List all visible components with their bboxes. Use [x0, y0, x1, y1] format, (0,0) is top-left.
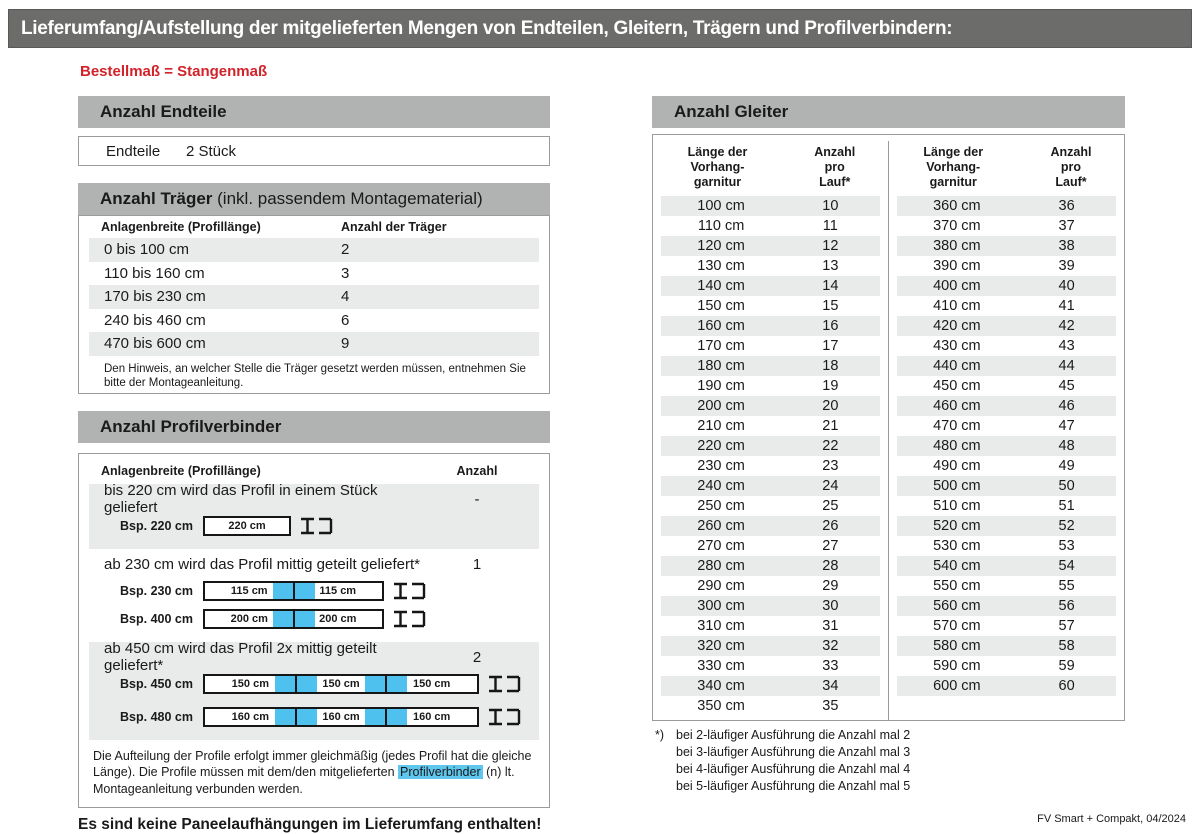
row-length: 350 cm: [697, 698, 745, 714]
row-length: 300 cm: [697, 598, 745, 614]
table-row: [661, 456, 880, 476]
row-count: 32: [822, 638, 839, 654]
pv-group-bis-220: [89, 484, 539, 549]
table-row: [897, 336, 1117, 356]
row-count: 55: [1058, 578, 1075, 594]
row-count: 57: [1058, 618, 1075, 634]
row-length: 260 cm: [697, 518, 745, 534]
table-row: [897, 676, 1117, 696]
table-row: [661, 416, 880, 436]
row-count: 29: [822, 578, 839, 594]
row-length: 280 cm: [697, 558, 745, 574]
footnote-line: bei 4-läufiger Ausführung die Anzahl mal 4: [676, 762, 911, 776]
endteile-table: [78, 136, 550, 166]
row-count: 53: [1058, 538, 1075, 554]
row-count: 28: [822, 558, 839, 574]
row-length: 270 cm: [697, 538, 745, 554]
row-count: 34: [822, 678, 839, 694]
example-label: Bsp. 450 cm: [120, 676, 193, 691]
col-header-anlagenbreite: Anlagenbreite (Profillänge): [101, 463, 261, 478]
row-length: 130 cm: [697, 258, 745, 274]
profile-example: [89, 579, 539, 603]
row-length: 210 cm: [697, 418, 745, 434]
gleiter-table: [652, 134, 1125, 721]
row-length: 290 cm: [697, 578, 745, 594]
gleiter-subtable-left: [653, 141, 889, 720]
footnote-line: bei 5-läufiger Ausführung die Anzahl mal 5: [676, 779, 911, 793]
row-length: 440 cm: [933, 358, 981, 374]
row-count: 21: [822, 418, 839, 434]
row-length: 510 cm: [933, 498, 981, 514]
row-count: 51: [1058, 498, 1075, 514]
profile-example: [89, 705, 539, 729]
row-range: 240 bis 460 cm: [104, 311, 206, 329]
left-column: [78, 96, 550, 834]
profile-bar: [203, 707, 479, 727]
table-row: [897, 656, 1117, 676]
section-subtitle: (inkl. passendem Montagematerial): [212, 189, 483, 208]
row-count: 18: [822, 358, 839, 374]
row-count: 39: [1058, 258, 1075, 274]
profilverbinder-table-header: [79, 458, 549, 484]
row-length: 490 cm: [933, 458, 981, 474]
table-row: [661, 216, 880, 236]
segment-label: 160 cm: [231, 710, 269, 723]
table-row: [897, 576, 1117, 596]
row-count: 26: [822, 518, 839, 534]
row-length: 330 cm: [697, 658, 745, 674]
profile-bar: [203, 516, 291, 536]
segment-label: 220 cm: [228, 519, 266, 532]
example-label: Bsp. 220 cm: [120, 518, 193, 533]
col-header-anzahl: Anzahl: [456, 463, 498, 478]
row-length: 250 cm: [697, 498, 745, 514]
gleiter-rows-right: [889, 196, 1125, 696]
row-range: 0 bis 100 cm: [104, 241, 190, 259]
row-count: 9: [341, 335, 350, 353]
row-count: 58: [1058, 638, 1075, 654]
section-title: Anzahl Gleiter: [674, 102, 789, 121]
row-length: 380 cm: [933, 238, 981, 254]
segment-label: 115 cm: [319, 584, 357, 597]
row-length: 110 cm: [697, 218, 745, 234]
profile-example: [89, 607, 539, 631]
segment-label: 200 cm: [230, 612, 268, 625]
segment-label: 150 cm: [413, 677, 451, 690]
row-length: 150 cm: [697, 298, 745, 314]
row-length: 200 cm: [697, 398, 745, 414]
col-header-laenge: Länge der Vorhang- garnitur: [923, 145, 984, 189]
row-length: 240 cm: [697, 478, 745, 494]
row-count: 43: [1058, 338, 1075, 354]
table-row: [661, 696, 880, 716]
table-row: [661, 656, 880, 676]
row-length: 530 cm: [933, 538, 981, 554]
row-count: 35: [822, 698, 839, 714]
row-length: 450 cm: [933, 378, 981, 394]
table-row: [661, 676, 880, 696]
section-title: Anzahl Träger: [100, 189, 213, 208]
example-label: Bsp. 400 cm: [120, 611, 193, 626]
row-count: 25: [822, 498, 839, 514]
table-row: [661, 476, 880, 496]
row-length: 540 cm: [933, 558, 981, 574]
table-row: [897, 516, 1117, 536]
profile-connector-icon: [391, 580, 427, 602]
section-header-gleiter: [652, 96, 1125, 128]
group-text: ab 450 cm wird das Profil 2x mittig geteilt geliefert*: [104, 640, 377, 674]
table-row: [897, 256, 1117, 276]
row-length: 410 cm: [933, 298, 981, 314]
endteile-label: Endteile: [106, 142, 161, 160]
group-anzahl: 2: [472, 648, 482, 666]
table-row: [661, 296, 880, 316]
row-length: 120 cm: [697, 238, 745, 254]
row-length: 230 cm: [697, 458, 745, 474]
traeger-table: [78, 215, 550, 394]
col-header-anzahl-pro-lauf: Anzahl pro Lauf*: [814, 145, 856, 189]
right-column: [652, 96, 1125, 795]
row-count: 60: [1058, 678, 1075, 694]
col-header-laenge: Länge der Vorhang- garnitur: [687, 145, 748, 189]
group-text: bis 220 cm wird das Profil in einem Stück geliefert: [104, 482, 378, 516]
group-text: ab 230 cm wird das Profil mittig geteilt geliefert*: [104, 555, 420, 573]
row-count: 54: [1058, 558, 1075, 574]
document-version: FV Smart + Compakt, 04/2024: [1037, 813, 1186, 825]
table-row: [661, 356, 880, 376]
row-count: 16: [822, 318, 839, 334]
row-count: 31: [822, 618, 839, 634]
row-count: 36: [1058, 198, 1075, 214]
table-row: [661, 376, 880, 396]
page-title-bar: [8, 9, 1192, 48]
table-row: [897, 396, 1117, 416]
row-length: 520 cm: [933, 518, 981, 534]
gleiter-rows-left: [653, 196, 888, 716]
table-row: [897, 236, 1117, 256]
table-row: [897, 316, 1117, 336]
profile-example: [89, 514, 539, 538]
table-row: [661, 556, 880, 576]
profilverbinder-note: Die Aufteilung der Profile erfolgt immer gleichmäßig (jedes Profil hat die gleiche Länge). Die Profile müssen mit dem/den mitgelieferten Profilverbinder (n) lt. Montageanleitung verbunden werden.: [93, 748, 532, 796]
row-count: 23: [822, 458, 839, 474]
segment-label: 160 cm: [322, 710, 360, 723]
table-row: [89, 332, 539, 356]
pv-group-ab-450: [89, 642, 539, 740]
footnote-line: bei 3-läufiger Ausführung die Anzahl mal 3: [676, 745, 911, 759]
table-row: [897, 196, 1117, 216]
row-length: 360 cm: [933, 198, 981, 214]
row-count: 12: [822, 238, 839, 254]
table-row: [661, 276, 880, 296]
group-anzahl: -: [474, 490, 480, 508]
table-row: [897, 436, 1117, 456]
table-row: [897, 356, 1117, 376]
profile-example: [89, 672, 539, 696]
row-count: 10: [822, 198, 839, 214]
row-length: 600 cm: [933, 678, 981, 694]
table-row: [661, 516, 880, 536]
table-row: [897, 376, 1117, 396]
row-count: 3: [341, 264, 350, 282]
row-length: 570 cm: [933, 618, 981, 634]
gleiter-footnotes: [652, 727, 1125, 795]
row-count: 50: [1058, 478, 1075, 494]
row-length: 390 cm: [933, 258, 981, 274]
table-row: [897, 456, 1117, 476]
profilverbinder-table: [78, 453, 550, 809]
pv-group-ab-230: [89, 549, 539, 642]
row-count: 56: [1058, 598, 1075, 614]
row-length: 560 cm: [933, 598, 981, 614]
segment-label: 150 cm: [231, 677, 269, 690]
row-count: 6: [341, 311, 350, 329]
row-count: 2: [341, 241, 350, 259]
table-row: [897, 536, 1117, 556]
row-length: 470 cm: [933, 418, 981, 434]
segment-label: 200 cm: [319, 612, 357, 625]
row-count: 13: [822, 258, 839, 274]
row-count: 11: [822, 218, 838, 234]
row-count: 48: [1058, 438, 1075, 454]
row-count: 24: [822, 478, 839, 494]
segment-label: 115 cm: [230, 584, 268, 597]
row-length: 590 cm: [933, 658, 981, 674]
row-length: 500 cm: [933, 478, 981, 494]
profile-bar: [203, 674, 479, 694]
segment-label: 150 cm: [322, 677, 360, 690]
row-length: 170 cm: [697, 338, 745, 354]
section-header-profilverbinder: [78, 411, 550, 443]
table-row: [661, 196, 880, 216]
row-count: 46: [1058, 398, 1075, 414]
table-row: [89, 238, 539, 262]
row-count: 40: [1058, 278, 1075, 294]
table-row: [897, 636, 1117, 656]
traeger-rows: [79, 238, 549, 356]
gleiter-subtable-right: [889, 141, 1125, 720]
row-count: 19: [822, 378, 839, 394]
section-header-endteile: [78, 96, 550, 128]
row-length: 430 cm: [933, 338, 981, 354]
profile-bar: [203, 581, 384, 601]
highlighted-term: Profilverbinder: [400, 765, 481, 779]
page-title: Lieferumfang/Aufstellung der mitgelieferten Mengen von Endteilen, Gleitern, Trägern und Profilverbindern:: [21, 17, 953, 39]
table-row: [89, 262, 539, 286]
row-length: 340 cm: [697, 678, 745, 694]
table-row: [661, 576, 880, 596]
traeger-table-header: [79, 216, 549, 238]
row-count: 14: [822, 278, 839, 294]
row-count: 27: [822, 538, 839, 554]
row-count: 17: [822, 338, 839, 354]
row-length: 580 cm: [933, 638, 981, 654]
section-header-traeger: [78, 183, 550, 215]
profile-connector-icon: [486, 673, 522, 695]
row-count: 37: [1058, 218, 1075, 234]
row-count: 4: [341, 288, 350, 306]
table-row: [661, 596, 880, 616]
table-row: [661, 236, 880, 256]
row-length: 370 cm: [933, 218, 981, 234]
row-length: 420 cm: [933, 318, 981, 334]
table-row: [897, 276, 1117, 296]
segment-label: 160 cm: [413, 710, 451, 723]
table-row: [661, 336, 880, 356]
row-count: 22: [822, 438, 839, 454]
row-count: 41: [1058, 298, 1075, 314]
row-count: 30: [822, 598, 839, 614]
table-row: [897, 476, 1117, 496]
example-label: Bsp. 230 cm: [120, 583, 193, 598]
table-row: [89, 309, 539, 333]
row-range: 170 bis 230 cm: [104, 288, 206, 306]
gleiter-table-header: [889, 141, 1125, 190]
row-length: 320 cm: [697, 638, 745, 654]
row-count: 49: [1058, 458, 1075, 474]
profile-connector-icon: [298, 515, 334, 537]
row-length: 160 cm: [697, 318, 745, 334]
table-row: [661, 396, 880, 416]
gleiter-table-header: [653, 141, 888, 190]
profile-bar: [203, 609, 384, 629]
row-length: 400 cm: [933, 278, 981, 294]
row-length: 220 cm: [697, 438, 745, 454]
col-header-anzahl-traeger: Anzahl der Träger: [341, 220, 447, 234]
row-length: 460 cm: [933, 398, 981, 414]
table-row: [897, 616, 1117, 636]
col-header-anlagenbreite: Anlagenbreite (Profillänge): [101, 220, 261, 234]
row-count: 33: [822, 658, 839, 674]
order-size-note: Bestellmaß = Stangenmaß: [80, 63, 268, 80]
traeger-note: Den Hinweis, an welcher Stelle die Träger gesetzt werden müssen, entnehmen Sie bitte der Montageanleitung.: [104, 362, 526, 389]
table-row: [897, 296, 1117, 316]
footnote-asterisk: *): [655, 728, 665, 742]
endteile-value: 2 Stück: [186, 142, 237, 160]
table-row: [89, 285, 539, 309]
table-row: [897, 496, 1117, 516]
row-length: 480 cm: [933, 438, 981, 454]
row-count: 44: [1058, 358, 1075, 374]
table-row: [897, 216, 1117, 236]
table-row: [661, 316, 880, 336]
table-row: [661, 496, 880, 516]
table-row: [897, 596, 1117, 616]
row-length: 550 cm: [933, 578, 981, 594]
example-label: Bsp. 480 cm: [120, 709, 193, 724]
row-count: 59: [1058, 658, 1075, 674]
table-row: [661, 636, 880, 656]
profile-connector-icon: [391, 608, 427, 630]
row-length: 190 cm: [697, 378, 745, 394]
row-length: 180 cm: [697, 358, 745, 374]
row-range: 470 bis 600 cm: [104, 335, 206, 353]
row-length: 310 cm: [697, 618, 745, 634]
table-row: [661, 256, 880, 276]
col-header-anzahl-pro-lauf: Anzahl pro Lauf*: [1050, 145, 1092, 189]
footnote-line: bei 2-läufiger Ausführung die Anzahl mal 2: [676, 728, 911, 742]
table-row: [897, 416, 1117, 436]
table-row: [661, 536, 880, 556]
row-count: 45: [1058, 378, 1075, 394]
row-length: 140 cm: [697, 278, 745, 294]
row-count: 47: [1058, 418, 1075, 434]
row-length: 100 cm: [697, 198, 745, 214]
no-panel-note: Es sind keine Paneelaufhängungen im Lieferumfang enthalten!: [78, 816, 542, 833]
section-title: Anzahl Endteile: [100, 102, 227, 121]
row-count: 15: [822, 298, 839, 314]
group-anzahl: 1: [472, 555, 482, 573]
row-count: 20: [822, 398, 839, 414]
row-count: 38: [1058, 238, 1075, 254]
row-count: 42: [1058, 318, 1075, 334]
table-row: [661, 436, 880, 456]
row-count: 52: [1058, 518, 1075, 534]
section-title: Anzahl Profilverbinder: [100, 416, 282, 436]
table-row: [897, 556, 1117, 576]
row-range: 110 bis 160 cm: [104, 264, 205, 282]
table-row: [661, 616, 880, 636]
profile-connector-icon: [486, 706, 522, 728]
